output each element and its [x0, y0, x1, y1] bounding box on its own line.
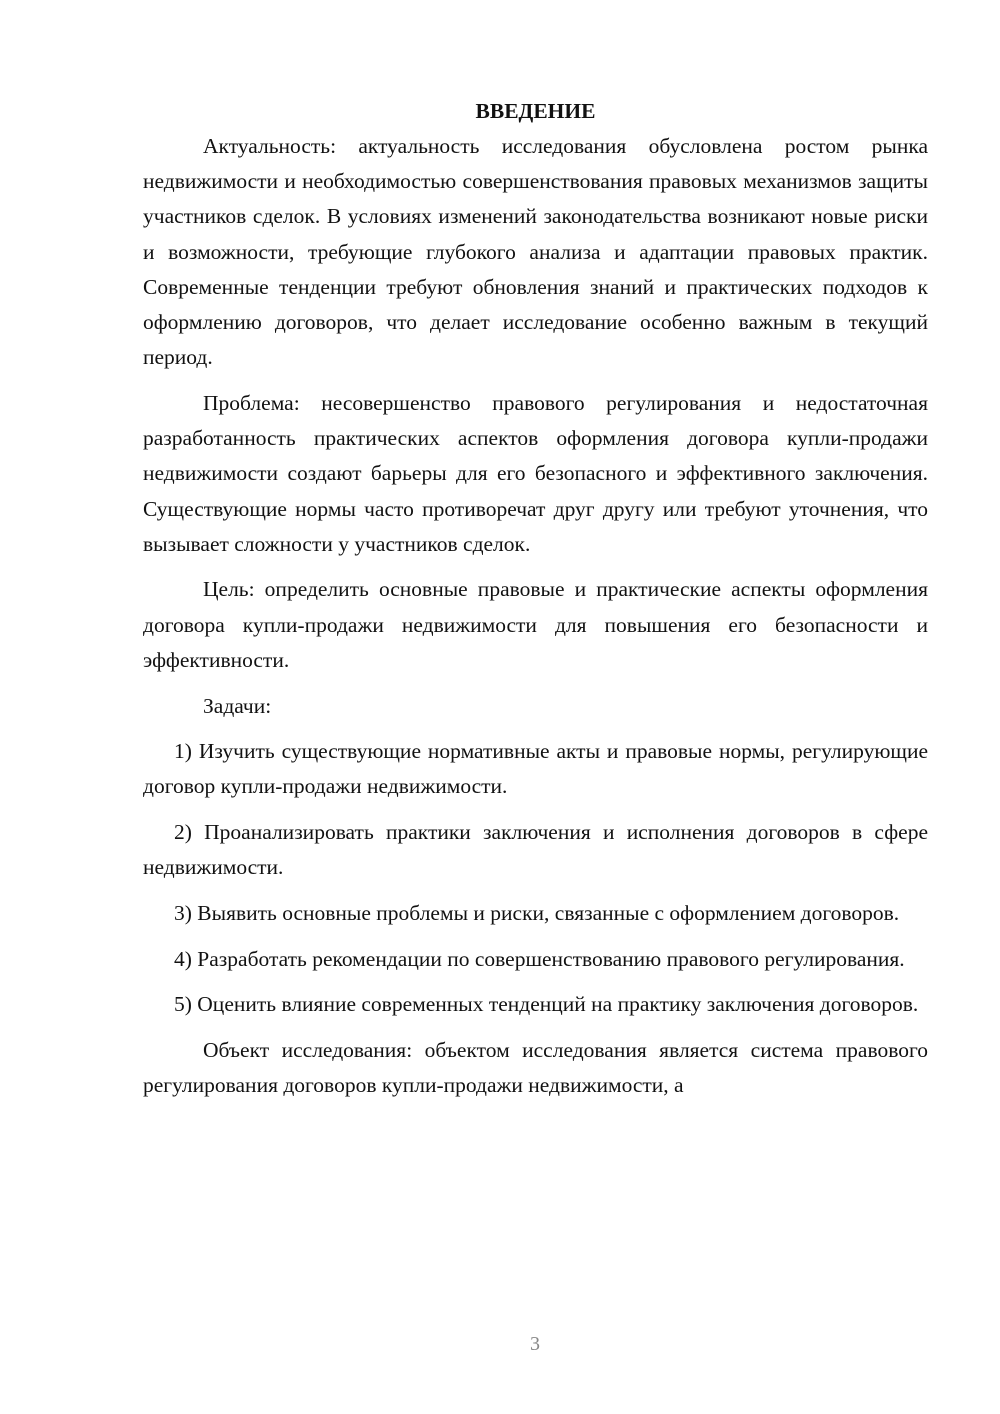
tasks-label: Задачи: — [203, 693, 272, 718]
task-item-3: 3) Выявить основные проблемы и риски, связанные с оформлением договоров. — [174, 901, 900, 926]
task-item-1: 1) Изучить существующие нормативные акты и правовые нормы, регулирующие договор купли-продажи недвижимости. — [143, 739, 928, 799]
page-heading: ВВЕДЕНИЕ — [475, 99, 596, 123]
page-number: 3 — [530, 1333, 540, 1355]
task-item-4: 4) Разработать рекомендации по совершенствованию правового регулирования. — [174, 946, 905, 971]
task-item-2: 2) Проанализировать практики заключения и исполнения договоров в сфере недвижимости. — [143, 820, 928, 880]
page-content — [143, 93, 928, 1104]
problem-paragraph: Проблема: несовершенство правового регулирования и недостаточная разработанность практических аспектов оформления договора купли-продажи недвижимости создают барьеры для его безопасного и эффективного заключения. Существующие нормы часто противоречат друг другу или требуют уточнения, что вызывает сложности у участников сделок. — [143, 390, 928, 556]
relevance-paragraph: Актуальность: актуальность исследования обусловлена ростом рынка недвижимости и необходимостью совершенствования правовых механизмов защиты участников сделок. В условиях изменений законодательства возникают новые риски и возможности, требующие глубокого анализа и адаптации правовых практик. Современные тенденции требуют обновления знаний и практических подходов к оформлению договоров, что делает исследование особенно важным в текущий период. — [143, 134, 928, 370]
goal-paragraph: Цель: определить основные правовые и практические аспекты оформления договора купли-продажи недвижимости для повышения его безопасности и эффективности. — [143, 577, 928, 672]
task-item-5: 5) Оценить влияние современных тенденций на практику заключения договоров. — [174, 992, 919, 1017]
object-paragraph: Объект исследования: объектом исследования является система правового регулирования договоров купли-продажи недвижимости, а — [143, 1038, 928, 1098]
